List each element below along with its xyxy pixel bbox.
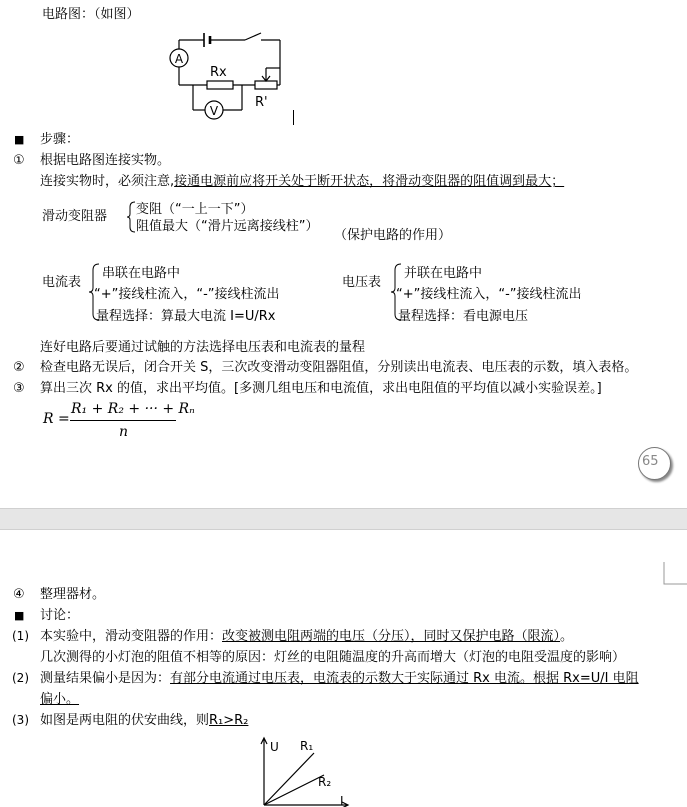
step1-text: 根据电路图连接实物。 [40, 153, 171, 168]
ammeter-label: A [174, 52, 184, 66]
voltmeter-line2: “+”接线柱流入，“-”接线柱流出 [396, 287, 582, 302]
d3-number: (3) [12, 713, 29, 727]
voltmeter-group-label: 电压表 [342, 275, 382, 290]
graph-line1-label: R₁ [300, 739, 314, 753]
corner-mark [663, 562, 687, 586]
d1-prefix: 本实验中，滑动变阻器的作用： [40, 629, 223, 644]
page-number-badge [638, 447, 671, 480]
steps-heading: 步骤： [40, 132, 80, 147]
circuit-diagram [160, 28, 300, 128]
ammeter-line3: 量程选择：算最大电流 I=U/Rx [96, 309, 276, 324]
page-number: 65 [642, 454, 659, 469]
voltmeter-line1: 并联在电路中 [404, 266, 483, 281]
text-cursor [293, 110, 294, 125]
d3-underlined: R₁>R₂ [209, 713, 249, 728]
d1-number: (1) [12, 629, 29, 643]
formula-denominator: n [119, 424, 129, 440]
step1-note [40, 173, 564, 190]
ammeter-group-label: 电流表 [42, 275, 82, 290]
d2-underlined: 有部分电流通过电压表，电流表的示数大于实际通过 Rx 电流。根据 Rx=U/I 电阻 [170, 671, 639, 686]
step1-number: ① [13, 153, 25, 168]
step1-note-underlined: 接通电源前应将开关处于断开状态，将滑动变阻器的阻值调到最大； [174, 174, 565, 189]
step4-number: ④ [13, 587, 25, 602]
steps-bullet: ■ [14, 133, 25, 146]
step2-number: ② [13, 360, 25, 375]
rheostat-label: 滑动变阻器 [42, 209, 108, 224]
formula-fraction-bar [70, 420, 176, 421]
ammeter-line2: “+”接线柱流入，“-”接线柱流出 [94, 287, 280, 302]
discussion-heading: 讨论： [40, 608, 80, 623]
graph-y-label: U [270, 740, 279, 754]
rheostat-line1: 变阻（“一上一下”） [136, 202, 254, 217]
d1-suffix: 。 [560, 629, 574, 644]
step3-text: 算出三次 Rx 的值，求出平均值。[多测几组电压和电流值，求出电阻值的平均值以减小实验误差。] [40, 381, 602, 396]
graph-x-label: I [340, 794, 344, 807]
page-gap [0, 508, 687, 530]
d1-reason: 几次测得的小灯泡的阻值不相等的原因：灯丝的电阻随温度的升高而增大（灯泡的电阻受温度的影响） [40, 650, 626, 665]
formula-numerator: R₁ + R₂ + ··· + Rₙ [71, 401, 195, 417]
rheostat-note: （保护电路的作用） [334, 228, 452, 243]
ui-graph [252, 735, 362, 807]
d2-text [40, 670, 639, 687]
d2-line2: 偏小。 [40, 692, 80, 707]
voltmeter-line3: 量程选择：看电源电压 [398, 309, 529, 324]
voltmeter-label: V [209, 104, 219, 118]
step3-number: ③ [13, 381, 25, 396]
rheostat-line2: 阻值最大（“滑片远离接线柱”） [136, 219, 319, 234]
ammeter-line1: 串联在电路中 [102, 266, 181, 281]
graph-line2-label: R₂ [318, 775, 332, 789]
d1-underlined: 改变被测电阻两端的电压（分压），同时又保护电路（限流） [222, 629, 561, 644]
formula-lhs: R = [43, 411, 70, 427]
d3-text [40, 712, 248, 729]
resistor-label: Rx [210, 65, 227, 80]
d2-number: (2) [12, 671, 29, 685]
d3-prefix: 如图是两电阻的伏安曲线，则 [40, 713, 210, 728]
step1-note-prefix: 连接实物时，必须注意, [40, 174, 175, 189]
d2-prefix: 测量结果偏小是因为： [40, 671, 171, 686]
rheostat-brace [126, 201, 136, 233]
circuit-caption: 电路图：（如图） [42, 7, 140, 22]
step2-text: 检查电路无误后，闭合开关 S，三次改变滑动变阻器阻值，分别读出电流表、电压表的示数，填入表格。 [40, 360, 638, 375]
step4-text: 整理器材。 [40, 587, 106, 602]
range-note: 连好电路后要通过试触的方法选择电压表和电流表的量程 [40, 340, 366, 355]
discussion-bullet: ■ [14, 609, 25, 622]
rheostat-label: R' [255, 95, 268, 110]
d1-text [40, 628, 573, 645]
